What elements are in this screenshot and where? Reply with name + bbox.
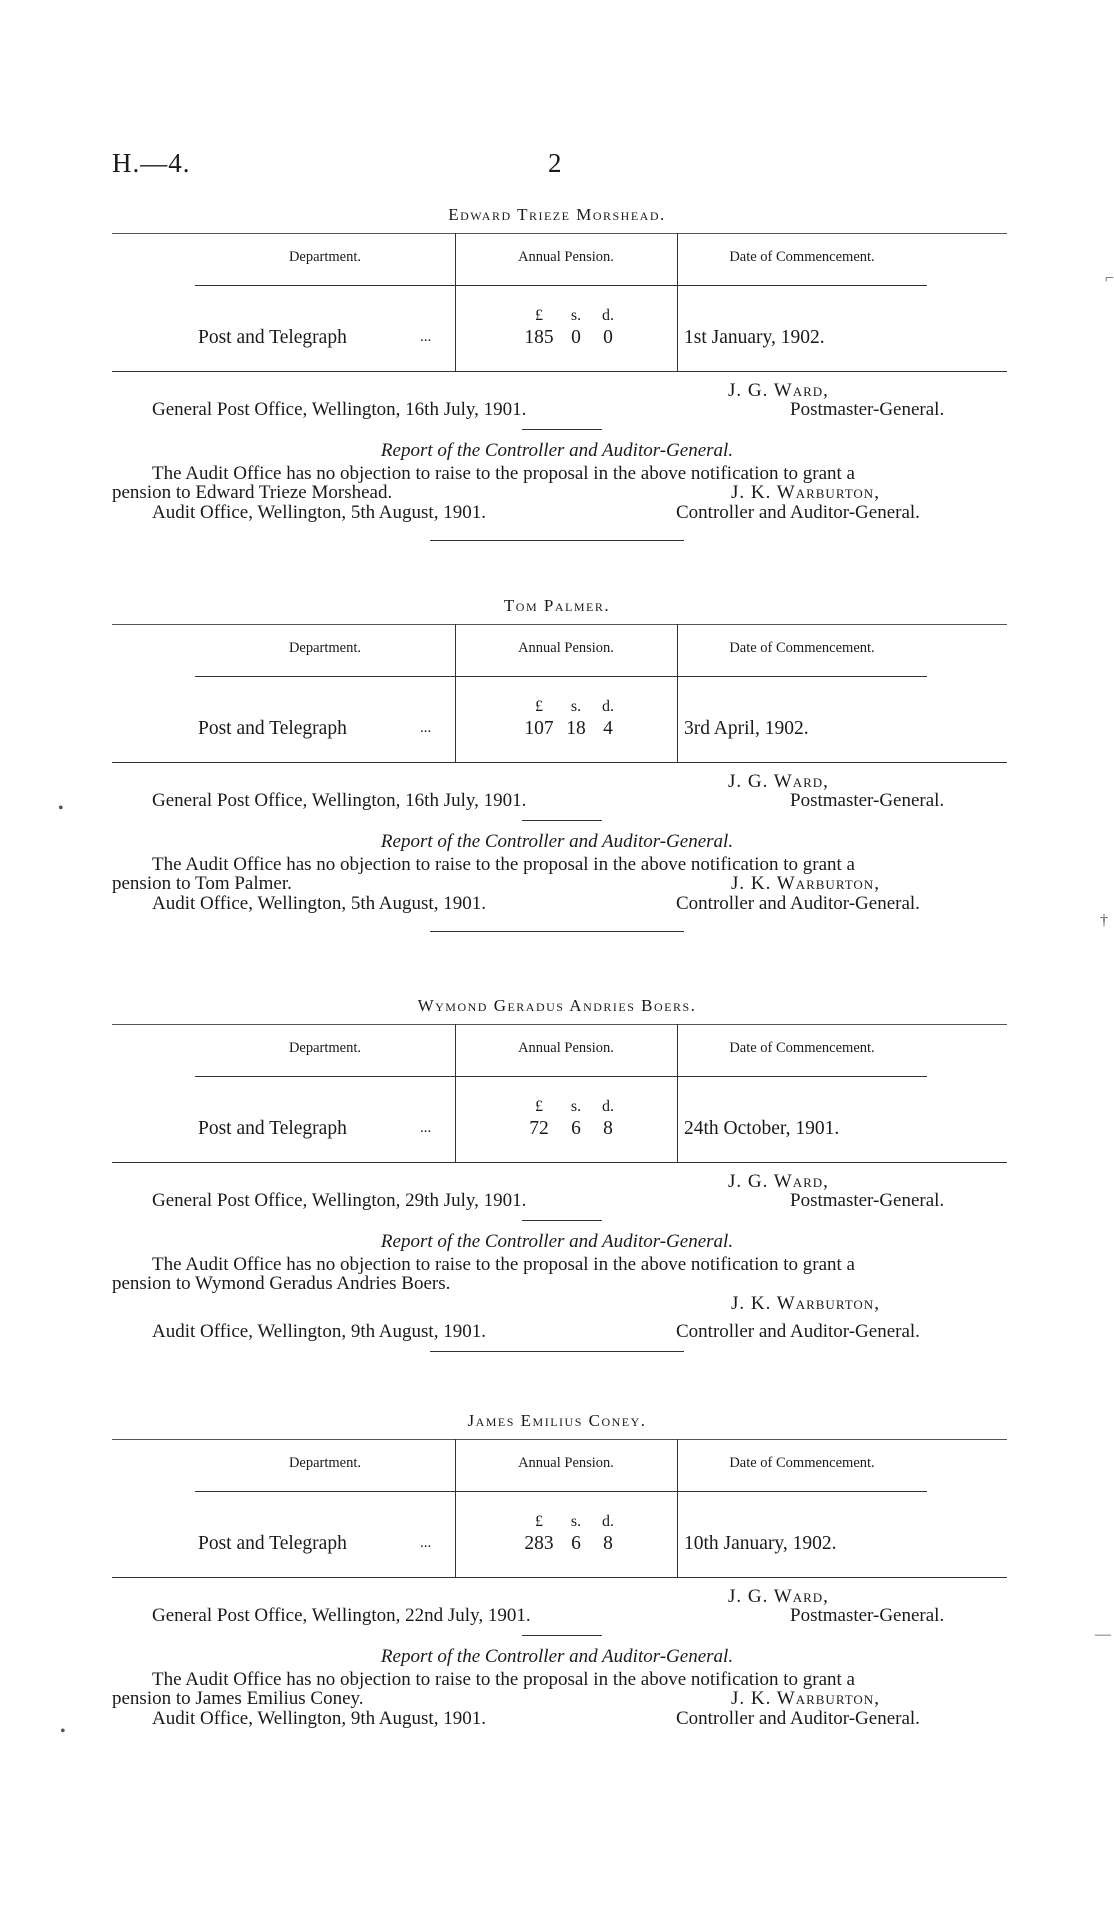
department-cell: Post and Telegraph <box>198 327 347 348</box>
gpo-line: General Post Office, Wellington, 16th July, 1901. <box>152 790 527 811</box>
audit-line: Audit Office, Wellington, 9th August, 1901. <box>152 1708 486 1729</box>
leader-dots: ... <box>420 1535 432 1551</box>
pence-unit: d. <box>602 1513 614 1530</box>
table-bottom-rule <box>112 1162 1007 1163</box>
pounds-unit: £ <box>535 1513 543 1530</box>
pension-header: Annual Pension. <box>518 640 614 656</box>
leader-dots: ... <box>420 329 432 345</box>
report-title: Report of the Controller and Auditor-General. <box>380 831 734 852</box>
report-line-1: The Audit Office has no objection to raise to the proposal in the above notification to grant a <box>152 463 855 484</box>
audit-line: Audit Office, Wellington, 5th August, 1901. <box>152 502 486 523</box>
gpo-line: General Post Office, Wellington, 29th July, 1901. <box>152 1190 527 1211</box>
signer-title: Postmaster-General. <box>790 1190 945 1211</box>
auditor-title: Controller and Auditor-General. <box>676 893 920 914</box>
pension-pence: 4 <box>603 718 613 739</box>
table-bottom-rule <box>112 1577 1007 1578</box>
auditor-title: Controller and Auditor-General. <box>676 1321 920 1342</box>
pension-header: Annual Pension. <box>518 1455 614 1471</box>
table-top-rule <box>112 233 1007 234</box>
page-number: 2 <box>548 148 562 178</box>
document-reference: H.—4. <box>112 148 191 178</box>
shillings-unit: s. <box>570 307 582 324</box>
pension-pounds: 107 <box>524 718 554 739</box>
date-header: Date of Commencement. <box>729 249 875 265</box>
section-separator <box>430 1351 684 1352</box>
signer-name: J. G. Ward, <box>728 1586 829 1607</box>
pension-pence: 8 <box>603 1533 613 1554</box>
department-header: Department. <box>288 249 362 265</box>
commencement-date: 24th October, 1901. <box>684 1118 840 1139</box>
commencement-date: 3rd April, 1902. <box>684 718 809 739</box>
header-rule <box>195 676 927 677</box>
short-rule <box>522 1220 602 1221</box>
pence-unit: d. <box>602 1098 614 1115</box>
signer-name: J. G. Ward, <box>728 1171 829 1192</box>
column-divider <box>677 233 678 371</box>
gpo-line: General Post Office, Wellington, 22nd July, 1901. <box>152 1605 531 1626</box>
report-line-2: pension to Wymond Geradus Andries Boers. <box>112 1273 451 1294</box>
margin-mark: ⌐ <box>1105 270 1114 287</box>
column-divider <box>677 624 678 762</box>
header-rule <box>195 1076 927 1077</box>
pounds-unit: £ <box>535 307 543 324</box>
auditor-name: J. K. Warburton, <box>731 1688 880 1709</box>
table-top-rule <box>112 1024 1007 1025</box>
table-top-rule <box>112 624 1007 625</box>
column-divider <box>455 624 456 762</box>
department-header: Department. <box>288 1455 362 1471</box>
leader-dots: ... <box>420 720 432 736</box>
pence-unit: d. <box>602 307 614 324</box>
commencement-date: 10th January, 1902. <box>684 1533 837 1554</box>
commencement-date: 1st January, 1902. <box>684 327 825 348</box>
shillings-unit: s. <box>570 1098 582 1115</box>
pension-header: Annual Pension. <box>518 249 614 265</box>
pence-unit: d. <box>602 698 614 715</box>
pension-pounds: 185 <box>524 327 554 348</box>
column-divider <box>455 1439 456 1577</box>
section-separator <box>430 540 684 541</box>
leader-dots: ... <box>420 1120 432 1136</box>
report-title: Report of the Controller and Auditor-General. <box>380 1646 734 1667</box>
signer-title: Postmaster-General. <box>790 399 945 420</box>
column-divider <box>677 1024 678 1162</box>
pensioner-name: Tom Palmer. <box>503 596 611 615</box>
column-divider <box>677 1439 678 1577</box>
report-line-1: The Audit Office has no objection to raise to the proposal in the above notification to grant a <box>152 1669 855 1690</box>
pounds-unit: £ <box>535 1098 543 1115</box>
short-rule <box>522 429 602 430</box>
table-bottom-rule <box>112 371 1007 372</box>
margin-mark: † <box>1100 912 1108 929</box>
pensioner-name: James Emilius Coney. <box>467 1411 647 1430</box>
auditor-title: Controller and Auditor-General. <box>676 1708 920 1729</box>
pension-pounds: 283 <box>524 1533 554 1554</box>
table-top-rule <box>112 1439 1007 1440</box>
pension-pounds: 72 <box>529 1118 549 1139</box>
report-line-2: pension to Tom Palmer. <box>112 873 292 894</box>
department-cell: Post and Telegraph <box>198 1118 347 1139</box>
audit-line: Audit Office, Wellington, 9th August, 1901. <box>152 1321 486 1342</box>
department-cell: Post and Telegraph <box>198 1533 347 1554</box>
margin-mark: — <box>1095 1626 1111 1643</box>
audit-line: Audit Office, Wellington, 5th August, 1901. <box>152 893 486 914</box>
shillings-unit: s. <box>570 1513 582 1530</box>
report-title: Report of the Controller and Auditor-General. <box>380 1231 734 1252</box>
column-divider <box>455 233 456 371</box>
column-divider <box>455 1024 456 1162</box>
short-rule <box>522 820 602 821</box>
department-cell: Post and Telegraph <box>198 718 347 739</box>
report-line-1: The Audit Office has no objection to raise to the proposal in the above notification to grant a <box>152 854 855 875</box>
date-header: Date of Commencement. <box>729 640 875 656</box>
pensioner-name: Edward Trieze Morshead. <box>448 205 666 224</box>
auditor-name: J. K. Warburton, <box>731 482 880 503</box>
pension-pence: 0 <box>603 327 613 348</box>
report-line-2: pension to James Emilius Coney. <box>112 1688 364 1709</box>
report-title: Report of the Controller and Auditor-General. <box>380 440 734 461</box>
auditor-title: Controller and Auditor-General. <box>676 502 920 523</box>
date-header: Date of Commencement. <box>729 1455 875 1471</box>
pension-shillings: 6 <box>571 1118 581 1139</box>
signer-title: Postmaster-General. <box>790 790 945 811</box>
signer-title: Postmaster-General. <box>790 1605 945 1626</box>
department-header: Department. <box>288 640 362 656</box>
margin-mark: • <box>58 800 64 817</box>
pension-header: Annual Pension. <box>518 1040 614 1056</box>
header-rule <box>195 285 927 286</box>
pounds-unit: £ <box>535 698 543 715</box>
report-line-2: pension to Edward Trieze Morshead. <box>112 482 393 503</box>
table-bottom-rule <box>112 762 1007 763</box>
pensioner-name: Wymond Geradus Andries Boers. <box>417 996 697 1015</box>
pension-shillings: 6 <box>571 1533 581 1554</box>
pension-pence: 8 <box>603 1118 613 1139</box>
auditor-name: J. K. Warburton, <box>731 873 880 894</box>
signer-name: J. G. Ward, <box>728 380 829 401</box>
auditor-name: J. K. Warburton, <box>731 1293 880 1314</box>
date-header: Date of Commencement. <box>729 1040 875 1056</box>
margin-mark: • <box>60 1723 66 1740</box>
pension-shillings: 18 <box>566 718 586 739</box>
pension-shillings: 0 <box>571 327 581 348</box>
header-rule <box>195 1491 927 1492</box>
section-separator <box>430 931 684 932</box>
gpo-line: General Post Office, Wellington, 16th July, 1901. <box>152 399 527 420</box>
signer-name: J. G. Ward, <box>728 771 829 792</box>
report-line-1: The Audit Office has no objection to raise to the proposal in the above notification to grant a <box>152 1254 855 1275</box>
short-rule <box>522 1635 602 1636</box>
shillings-unit: s. <box>570 698 582 715</box>
department-header: Department. <box>288 1040 362 1056</box>
